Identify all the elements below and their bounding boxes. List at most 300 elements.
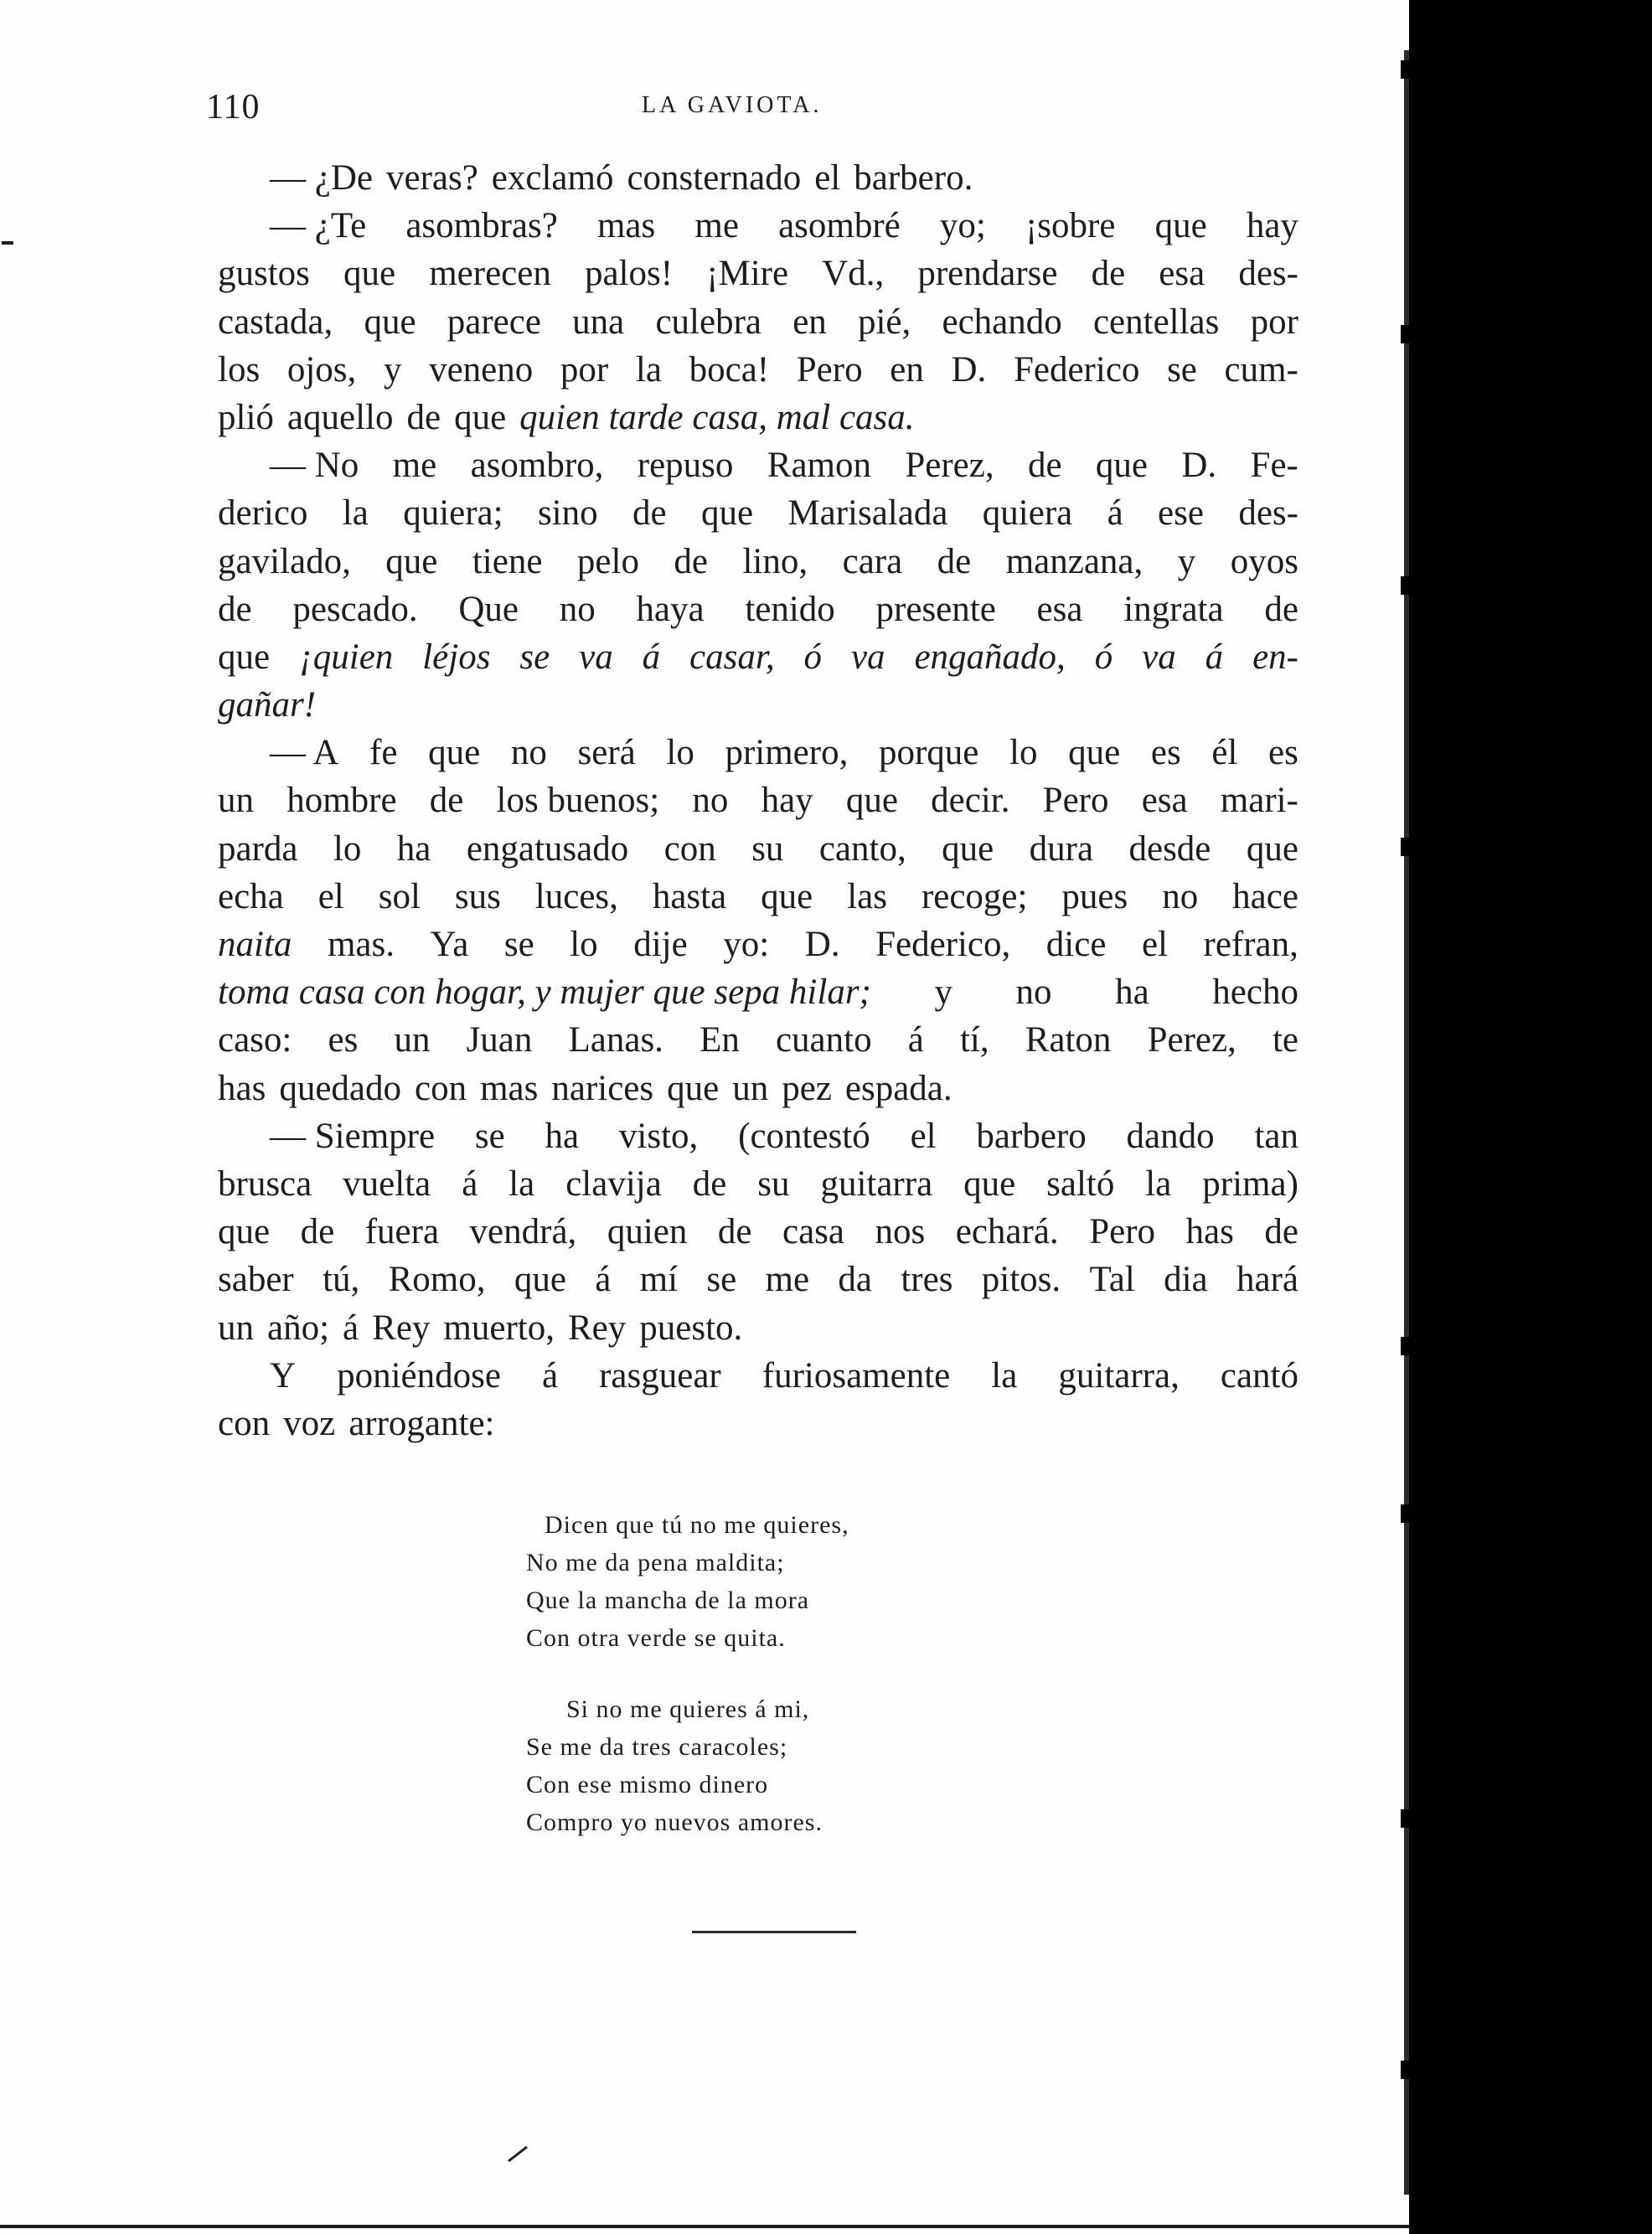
word: gavilado, <box>218 541 351 581</box>
word: por <box>1250 302 1298 342</box>
word: se <box>706 1260 737 1300</box>
word: Vd., <box>822 254 885 294</box>
word: ó <box>803 637 823 677</box>
word: guitarra, <box>1058 1355 1180 1396</box>
word: es <box>328 1020 359 1060</box>
text-line <box>218 1019 1298 1067</box>
word: ese <box>1158 493 1204 534</box>
word: un <box>394 1020 431 1060</box>
word: engatusado <box>466 828 629 869</box>
text-line <box>218 780 1298 828</box>
word: mas. <box>327 925 395 964</box>
word: ha <box>545 1116 580 1156</box>
word: de <box>1264 589 1298 629</box>
text-line <box>218 637 1298 684</box>
word: sol <box>378 876 421 916</box>
word: culebra <box>655 302 761 342</box>
word: de <box>1091 254 1126 294</box>
word: que <box>454 397 507 437</box>
poem-verse: Que la mancha de la mora <box>526 1587 810 1614</box>
word: á <box>642 637 661 677</box>
word: dura <box>1029 828 1094 869</box>
word: cara <box>842 541 903 581</box>
word: con <box>415 1068 467 1108</box>
text-line <box>218 1403 1298 1451</box>
word: cuanto <box>775 1020 872 1060</box>
word: asombras? <box>405 206 558 246</box>
word: se <box>503 925 534 964</box>
word: dando <box>1126 1116 1215 1156</box>
word: ¡quien <box>299 637 394 677</box>
word: Federico <box>1013 349 1140 390</box>
text-line <box>218 541 1298 589</box>
word: te <box>1272 1020 1298 1060</box>
word: á <box>1107 493 1123 534</box>
margin-mark <box>2 241 13 245</box>
word: los <box>218 349 261 390</box>
word: caso: <box>218 1020 292 1060</box>
word: presente <box>875 589 996 629</box>
word: hace <box>1232 876 1298 916</box>
word: que <box>514 1260 566 1300</box>
word: lo <box>1009 733 1038 773</box>
word: pitos. <box>981 1260 1061 1300</box>
word: echará. <box>955 1212 1059 1252</box>
poem-verse: Dicen que tú no me quieres, <box>545 1511 849 1539</box>
text-line <box>218 972 1298 1019</box>
body-text <box>218 157 1298 1451</box>
word: en- <box>1252 637 1298 677</box>
word: dice <box>1045 925 1107 964</box>
word: de <box>674 541 709 581</box>
word: tiene <box>472 541 543 581</box>
word: parece <box>447 302 541 342</box>
word: que <box>667 1068 720 1108</box>
word: Fe- <box>1250 446 1298 486</box>
word: cum- <box>1224 349 1298 390</box>
word: que <box>845 781 898 821</box>
word: Tal <box>1089 1260 1135 1300</box>
word: año; <box>267 1308 330 1348</box>
edge-notch <box>1401 325 1412 343</box>
word: no <box>1015 973 1052 1013</box>
word: centellas <box>1092 302 1220 342</box>
word: que <box>1068 733 1121 773</box>
word: pez <box>782 1068 832 1108</box>
word: á <box>462 1163 478 1204</box>
text-line <box>218 157 1298 205</box>
word: — ¿Te <box>270 206 367 246</box>
word: que <box>218 1212 271 1252</box>
word: de <box>300 1212 335 1252</box>
word: echando <box>942 302 1062 342</box>
word: tres <box>901 1260 953 1300</box>
word: que <box>1246 828 1298 869</box>
page-header <box>206 82 1304 132</box>
word: rasguear <box>599 1355 721 1396</box>
word: es <box>1268 733 1298 773</box>
word: — Siempre <box>270 1116 436 1156</box>
word: decir. <box>931 781 1010 821</box>
word: de <box>429 781 464 821</box>
word: el <box>814 158 841 198</box>
word: á <box>595 1260 612 1300</box>
word: Pero <box>1042 781 1109 821</box>
word: la <box>342 493 369 534</box>
word: vuelta <box>343 1163 431 1204</box>
word: de <box>632 493 667 534</box>
word: veras? <box>385 158 478 198</box>
word: Pero <box>796 349 863 390</box>
word: la <box>1145 1163 1172 1204</box>
word: en <box>890 349 924 390</box>
word: gañar! <box>218 685 317 725</box>
word: narices <box>551 1068 654 1108</box>
word: á <box>541 1355 559 1396</box>
edge-notch <box>1401 1337 1412 1355</box>
word: merecen <box>429 254 551 294</box>
word: Perez, <box>1147 1020 1236 1060</box>
word: lo <box>570 925 598 964</box>
word: hará <box>1236 1260 1298 1300</box>
word: recoge; <box>921 876 1028 916</box>
word: no <box>692 781 729 821</box>
word: poniéndose <box>337 1355 501 1396</box>
word: y <box>934 973 952 1013</box>
word: de <box>218 589 252 629</box>
word: desde <box>1128 828 1211 869</box>
word: mas <box>480 1068 539 1108</box>
word: tan <box>1254 1116 1298 1156</box>
word: tenido <box>745 589 835 629</box>
word: asombré <box>778 206 901 246</box>
text-line <box>218 493 1298 540</box>
word: se <box>474 1116 505 1156</box>
word: que <box>364 302 416 342</box>
text-line <box>218 684 1298 732</box>
word: luces, <box>534 876 618 916</box>
word: á <box>1205 637 1224 677</box>
word: ingrata <box>1123 589 1224 629</box>
word: En <box>700 1020 740 1060</box>
word: va <box>850 637 885 677</box>
word: sus <box>454 876 501 916</box>
page-edge-line <box>1404 50 1409 2195</box>
text-line <box>218 1163 1298 1211</box>
word: has <box>218 1068 266 1108</box>
word: un <box>732 1068 769 1108</box>
word: su <box>751 828 784 869</box>
word: el <box>1141 925 1168 964</box>
running-title: LA GAVIOTA. <box>642 92 823 118</box>
word: — A <box>270 733 339 773</box>
word: Ya <box>430 925 469 964</box>
word: puesto. <box>639 1308 743 1348</box>
text-line <box>218 924 1298 972</box>
word: Lanas. <box>568 1020 663 1060</box>
word: un <box>218 781 254 821</box>
word: da <box>838 1260 873 1300</box>
word: toma casa con hogar, y mujer que sepa hilar; <box>218 973 871 1013</box>
text-line <box>218 349 1298 397</box>
word: hay <box>1246 206 1298 246</box>
word: quiera <box>982 493 1073 534</box>
word: mas <box>596 206 656 246</box>
word: de <box>937 541 972 581</box>
bottom-scan-line <box>0 2225 1409 2228</box>
word: prendarse <box>917 254 1058 294</box>
text-line <box>218 828 1298 876</box>
word: va <box>1142 637 1176 677</box>
poem <box>526 1506 995 1875</box>
word: á <box>907 1020 924 1060</box>
word: me <box>765 1260 810 1300</box>
word: de <box>717 1212 752 1252</box>
word: echa <box>218 876 284 916</box>
edge-notch <box>1401 60 1412 79</box>
word: me <box>392 446 437 486</box>
word: él <box>1211 733 1238 773</box>
word: exclamó <box>491 158 614 198</box>
word: ha <box>396 828 431 869</box>
word: dije <box>633 925 688 964</box>
word: manzana, <box>1005 541 1143 581</box>
word: y <box>383 349 402 390</box>
word: tí, <box>959 1020 989 1060</box>
word: es <box>1150 733 1181 773</box>
word: aquello <box>287 397 394 437</box>
word: no <box>559 589 596 629</box>
word: que <box>1154 206 1207 246</box>
word: no <box>1162 876 1199 916</box>
word: Federico, <box>875 925 1011 964</box>
word: plió <box>218 397 274 437</box>
word: Ramon <box>767 446 871 486</box>
word: esa <box>1159 254 1205 294</box>
word: nos <box>875 1212 926 1252</box>
word: casar, <box>689 637 775 677</box>
text-line <box>218 1116 1298 1163</box>
word: fe <box>369 733 398 773</box>
word: ha <box>1115 973 1149 1013</box>
word: pescado. <box>292 589 418 629</box>
word: Juan <box>466 1020 533 1060</box>
edge-notch <box>1401 1809 1412 1828</box>
word: — No <box>270 446 359 486</box>
word: lo <box>666 733 694 773</box>
edge-notch <box>1401 838 1412 856</box>
word: un <box>218 1308 254 1348</box>
word: léjos <box>422 637 491 677</box>
word: por <box>560 349 609 390</box>
word: furiosamente <box>761 1355 951 1396</box>
pen-mark <box>508 2146 528 2163</box>
word: D. <box>951 349 987 390</box>
word: la <box>635 349 662 390</box>
word: yo: <box>723 925 770 964</box>
text-line <box>218 253 1298 301</box>
word: asombro, <box>470 446 604 486</box>
word: ¡sobre <box>1025 206 1116 246</box>
text-line <box>218 1068 1298 1116</box>
word: castada, <box>218 302 333 342</box>
word: lo <box>333 828 362 869</box>
word: Raton <box>1025 1020 1112 1060</box>
word: haya <box>636 589 705 629</box>
word: dia <box>1164 1260 1208 1300</box>
word: sino <box>537 493 598 534</box>
text-line <box>218 205 1298 253</box>
word: á <box>343 1308 359 1348</box>
word: que <box>218 637 271 677</box>
word: el <box>910 1116 937 1156</box>
word: con <box>218 1403 271 1443</box>
word: la <box>991 1355 1018 1396</box>
word: refran, <box>1203 925 1298 964</box>
word: saltó <box>1046 1163 1115 1204</box>
word: boca! <box>689 349 770 390</box>
word: hasta <box>652 876 727 916</box>
word: pues <box>1061 876 1128 916</box>
word: primero, <box>725 733 849 773</box>
word: que <box>385 541 438 581</box>
word: vendrá, <box>469 1212 577 1252</box>
text-line <box>218 1308 1298 1355</box>
word: que <box>428 733 481 773</box>
section-rule <box>692 1931 856 1933</box>
word: los buenos; <box>496 781 660 821</box>
word: que <box>1095 446 1149 486</box>
word: con <box>663 828 716 869</box>
word: oyos <box>1230 541 1298 581</box>
edge-notch <box>1401 2061 1412 2079</box>
word: pié, <box>857 302 911 342</box>
word: que <box>700 493 754 534</box>
word: una <box>572 302 625 342</box>
word: el <box>317 876 344 916</box>
text-line <box>218 732 1298 780</box>
text-line <box>218 397 1298 445</box>
word: ó <box>1094 637 1113 677</box>
edge-notch <box>1401 1504 1412 1523</box>
word: de <box>1027 446 1062 486</box>
word: lino, <box>742 541 808 581</box>
word: palos! <box>584 254 674 294</box>
word: barbero. <box>854 158 973 198</box>
word: has <box>1185 1212 1234 1252</box>
word: y <box>1177 541 1196 581</box>
word: Que <box>458 589 519 629</box>
word: que <box>942 828 994 869</box>
word: porque <box>878 733 979 773</box>
word: se <box>1167 349 1197 390</box>
poem-verse: Con otra verde se quita. <box>526 1624 786 1652</box>
word: clavija <box>565 1163 662 1204</box>
word: naita <box>218 925 292 964</box>
word: tú, <box>323 1260 360 1300</box>
poem-stanza <box>526 1690 995 1841</box>
word: — ¿De <box>270 158 373 198</box>
word: ojos, <box>287 349 357 390</box>
poem-stanza <box>526 1506 995 1657</box>
text-line <box>218 876 1298 924</box>
edge-notch <box>1401 576 1412 595</box>
word: brusca <box>218 1163 312 1204</box>
word: no <box>510 733 547 773</box>
word: consternado <box>627 158 802 198</box>
word: ¡Mire <box>706 254 789 294</box>
word: muerto, <box>443 1308 555 1348</box>
word: yo; <box>939 206 986 246</box>
word: guitarra <box>820 1163 933 1204</box>
word: hay <box>761 781 813 821</box>
poem-verse: Si no me quieres á mi, <box>566 1695 810 1723</box>
word: en <box>792 302 827 342</box>
word: las <box>847 876 887 916</box>
word: quiera; <box>403 493 503 534</box>
word: quien <box>607 1212 688 1252</box>
poem-verse: Con ese mismo dinero <box>526 1771 769 1798</box>
poem-verse: No me da pena maldita; <box>526 1549 785 1576</box>
word: de <box>1264 1212 1298 1252</box>
word: hombre <box>287 781 397 821</box>
word: me <box>694 206 739 246</box>
word: Pero <box>1089 1212 1156 1252</box>
page-number: 110 <box>206 88 261 126</box>
word: D. <box>804 925 840 964</box>
word: esa <box>1036 589 1083 629</box>
word: saber <box>218 1260 294 1300</box>
word: que <box>761 876 813 916</box>
text-line <box>218 445 1298 493</box>
word: mari- <box>1220 781 1298 821</box>
word: casa <box>782 1212 844 1252</box>
word: quien tarde casa, mal casa. <box>519 397 915 437</box>
word: gustos <box>218 254 310 294</box>
word: hecho <box>1212 973 1298 1013</box>
word: voz <box>283 1403 336 1443</box>
word: prima) <box>1202 1163 1298 1204</box>
word: Romo, <box>388 1260 486 1300</box>
word: que <box>343 254 396 294</box>
word: des- <box>1238 493 1298 534</box>
word: arrogante: <box>348 1403 495 1443</box>
word: va <box>579 637 613 677</box>
text-line <box>218 1259 1298 1307</box>
word: su <box>757 1163 790 1204</box>
word: se <box>519 637 550 677</box>
text-line <box>218 302 1298 349</box>
text-line <box>218 1355 1298 1403</box>
word: des- <box>1238 254 1298 294</box>
word: cantó <box>1220 1355 1298 1396</box>
word: será <box>577 733 636 773</box>
word: Rey <box>372 1308 431 1348</box>
word: canto, <box>818 828 906 869</box>
word: fuera <box>364 1212 440 1252</box>
word: quedado <box>279 1068 401 1108</box>
word: (contestó <box>738 1116 870 1156</box>
word: derico <box>218 493 308 534</box>
word: esa <box>1141 781 1188 821</box>
word: de <box>692 1163 727 1204</box>
word: pelo <box>576 541 639 581</box>
word: veneno <box>429 349 534 390</box>
word: Rey <box>567 1308 627 1348</box>
word: mí <box>639 1260 679 1300</box>
word: parda <box>218 828 298 869</box>
word: espada. <box>844 1068 952 1108</box>
